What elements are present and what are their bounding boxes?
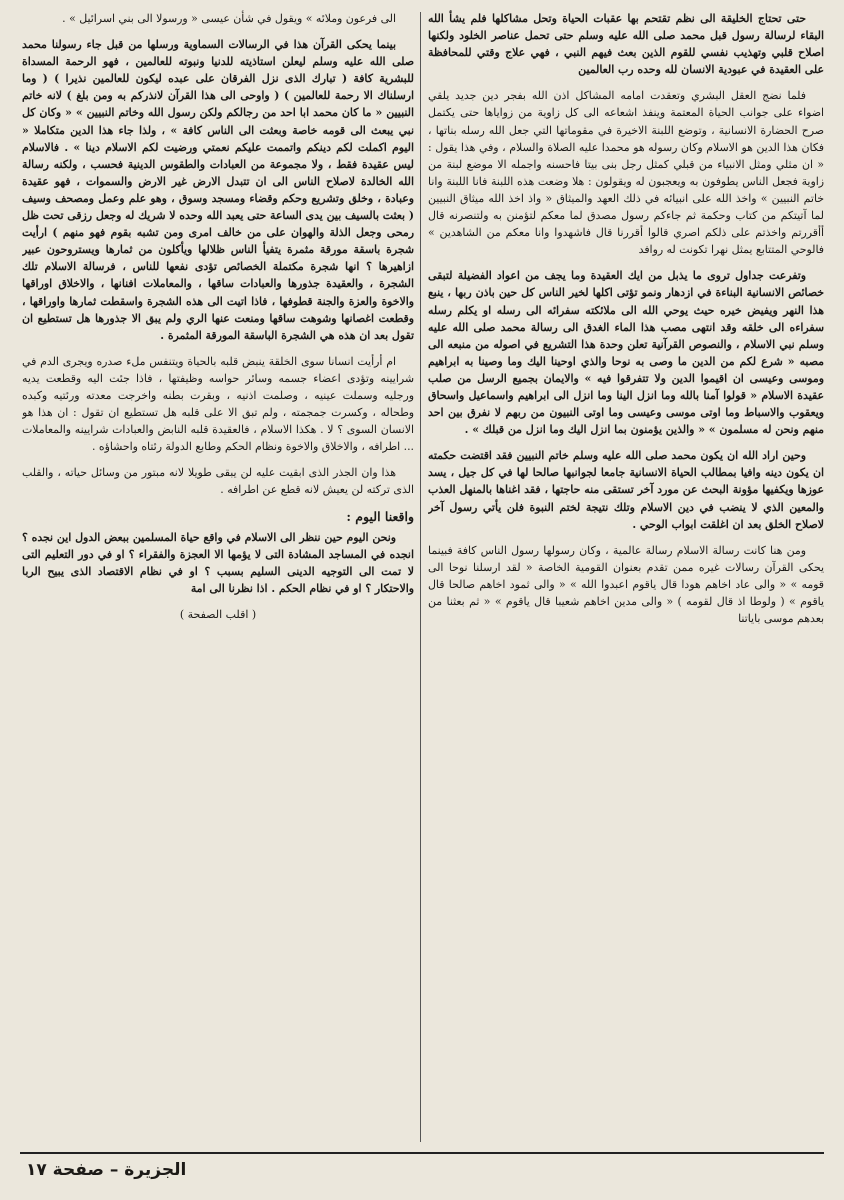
paragraph: هذا وان الجذر الذى ابقيت عليه لن يبقى طويلا لانه مبتور من وسائل حياته ، والقلب الذى تركته لن يعيش لانه قطع عن اطرافه .: [22, 466, 414, 497]
column-divider: [420, 12, 421, 1142]
page-footer: [20, 1152, 824, 1194]
paragraph: ونحن اليوم حين ننظر الى الاسلام في واقع حياة المسلمين ببعض الدول اين نجده ؟ انجده في المساجد المشادة التى لا يؤمها الا العجزة والفقراء ؟ او في دور التعليم التى لا تمت الى التوجيه الدينى السليم بسبب ؟ او في نظام الاقتصاد الذى يبيح الربا والاحتكار ؟ او في نظام الحكم . اذا نظرنا الى امة: [22, 530, 414, 595]
footer-page-label: الجزيرة – صفحة ١٧: [26, 1160, 187, 1180]
article-column-left: [22, 10, 414, 1142]
paragraph: حتى تحتاج الخليقة الى نظم تقتحم بها عقبات الحياة وتحل مشاكلها فلم يشأ الله البقاء لرسالة رسول قبل محمد صلى الله عليه وسلم حتى تحمل عناصر الخلود ولكنها اصلاح قلبي وتهذيب نفسي للقوم الذين بعث فيهم النبي ، فهي علاج وقتي للمحافظة على العقيدة في عبودية الانسان لله وحده رب العالمين: [428, 12, 824, 77]
paragraph: وتفرعت جداول تروى ما يذبل من ايك العقيدة وما يجف من اعواد الفضيلة لتبقى خصائص الانسانية البناءة في ازدهار ونمو تؤتى اكلها لخير الناس كل حين باذن ربها ، ينبع هذا النهر ويفيض خيره حيث يوحي الله الى ملائكته سفرائه الى رسله او يكلم رسله سفراءه الى خلقه وقد انتهى مصب هذا الماء الغدق الى رسالة محمد صلى الله عليه وسلم نبي الاسلام ، والنصوص القرآنية تعلن وحدة هذا التشريع في اصوله من منبعه الى مصبه « شرع لكم من الدين ما وصى به نوحا والذي اوحينا اليك وما وصينا به ابراهيم وموسى وعيسى ان اقيموا الدين ولا تتفرقوا فيه » والايمان بجميع الرسل من صلب عقيدة الاسلام « قولوا آمنا بالله وما انزل الينا وما انزل الى ابراهيم واسماعيل واسحاق ويعقوب والاسباط وما اوتى موسى وعيسى وما اوتى النبيون من ربهم لا نفرق بين احد منهم ونحن له مسلمون » « والذين يؤمنون بما انزل اليك وما انزل من قبلك » .: [428, 269, 824, 437]
paragraph: وحين اراد الله ان يكون محمد صلى الله عليه وسلم خاتم النبيين فقد اقتضت حكمته ان يكون دينه وافيا بمطالب الحياة الانسانية جامعا لجوانبها صالحا لها في كل جيل ، يسد عوزها ويكفيها مؤونة البحث عن مورد آخر تستقى منه حاجتها ، فقد اغناها بالمنهل العذب والمعين الذي لا ينضب في دين الاسلام وتلك نتيجة لختم النبوة فلن يأتي رسول آخر لاصلاح الخلق بعد ان اغلقت ابواب الوحي .: [428, 449, 824, 531]
turn-page-note: ( اقلب الصفحة ): [179, 608, 257, 621]
paragraph: ومن هنا كانت رسالة الاسلام رسالة عالمية ، وكان رسولها رسول الناس كافة فبينما يحكى القرآن رسالات غيره ممن تقدم بعنوان القومية الخاصة « لقد ارسلنا نوحا الى قومه » « والى عاد اخاهم هودا قال ياقوم اعبدوا الله » « والى ثمود اخاهم صالحا قال ياقوم » ( ولوطا اذ قال لقومه ) « والى مدين اخاهم شعيبا قال ياقوم » « ثم بعثنا من بعدهم موسى باياتنا: [428, 543, 824, 626]
paragraph: الى فرعون وملائه » ويقول في شأن عيسى « ورسولا الى بني اسرائيل » .: [62, 12, 396, 25]
paragraph: بينما يحكى القرآن هذا في الرسالات السماوية ورسلها من قبل جاء رسولنا محمد صلى الله عليه وسلم ليعلن استاذيته للدنيا ونبوته للعالمين ، فهو الرحمة المسداة للبشرية كافة ( تبارك الذى نزل الفرقان على عبده ليكون للعالمين نذيرا ) ( وما ارسلناك الا رحمة للعالمين ) ( واوحى الى هذا القرآن لانذركم به ومن بلغ ) لانه خاتم النبيين « ما كان محمد ابا احد من رجالكم ولكن رسول الله وخاتم النبيين » « وكان كل نبي يبعث الى قومه خاصة وبعثت الى الناس كافة » ، ولذا جاء هذا الدين متكاملا « اليوم اكملت لكم دينكم واتممت عليكم نعمتي ورضيت لكم الاسلام دينا » . فالاسلام ليس عقيدة فقط ، ولا مجموعة من العبادات والطقوس الدينية فحسب ، ولكنه رسالة الله الخالدة لاصلاح الناس الى ان تتبدل الارض غير الارض والسموات ، فهو عقيدة وعبادة ، وخلق وتشريع وحكم وقضاء ومسجد وسوق ، وهو علم وعمل ومصحف وسيف ( بعثت بالسيف بين يدى الساعة حتى يعبد الله وحده لا شريك له وجعل رزقى تحت ظل رمحى وجعل الذلة والهوان على من خالف امرى ومن تشبه بقوم فهو منهم ) ارأيت شجرة باسقة مورقة مثمرة يتفيأ الناس ظلالها ويأكلون من ثمارها ويستروحون عبير ازاهيرها ؟ انها شجرة مكتملة الخصائص تؤدى نفعها للناس ، فرسالة الاسلام تلك الشجرة ، والعقيدة جذورها والعبادات ساقها ، والمعاملات افنانها ، والاخلاق اوراقها والاخوة والعزة والجنة قطوفها ، فاذا اتيت الى هذه الشجرة واسقطت ثمارها واوراقها ، وقطعت اغصانها وشوهت ساقها ومنعت عنها الري ولم يبق الا جذورها هل تستطيع ان تقول بعد ان هذه هي الشجرة الباسقة المورقة المثمرة .: [22, 38, 414, 342]
section-heading: واقعنا اليوم :: [346, 508, 414, 524]
paragraph: ام أرأيت انسانا سوى الخلقة ينبض قلبه بالحياة ويتنفس ملء صدره ويجرى الدم في شرايينه وتؤدى اعضاء جسمه وسائر حواسه وظيفتها ، فاذا جئت اليه وقطعت يديه ورجليه وسملت عينيه ، وصلمت اذنيه ، وبقرت بطنه واخرجت معدته ورئتيه وكبده وطحاله ، وكسرت جمجمته ، ولم تبق الا على قلبه هل تستطيع ان تقول : ان هذا هو الانسان السوى ؟ لا . هكذا الاسلام ، فالعقيدة قلبه النابض والعبادات شرايينه والمعاملات ... اطرافه ، والاخلاق والاخوة ونظام الحكم وطابع الدولة رئتاه واحشاؤه .: [22, 354, 414, 454]
article-column-right: [428, 10, 824, 1142]
paragraph: فلما نضج العقل البشري وتعقدت امامه المشاكل اذن الله بفجر دين جديد يلقي اضواء على جوانب الحياة المعتمة وينفذ اشعاعه الى كل زاوية من زواياها حتى يكتمل صرح الحضارة الانسانية ، وتوضع اللبنة الاخيرة في مقوماتها التي جعل الله رسله بناتها ، فكان هذا الدين هو الاسلام وكان رسوله هو محمدا عليه الصلاة والسلام ، وفي هذا يقول : « ان مثلي ومثل الانبياء من قبلي كمثل رجل بنى بيتا فاحسنه واجمله الا موضع لبنة من زاوية فجعل الناس يطوفون به ويعجبون له ويقولون : هلا وضعت هذه اللبنة فانا اللبنة وانا خاتم النبيين » واخذ الله على انبيائه في ذلك العهد والميثاق « واذ اخذ الله ميثاق النبيين لما آتيتكم من كتاب وحكمة ثم جاءكم رسول مصدق لما معكم لتؤمنن به ولتنصرنه قال أأقررتم واخذتم على ذلكم اصري قالوا أقررنا قال فاشهدوا وانا معكم من الشاهدين » فالوحي المتتابع يمثل نهرا تكونت له روافد: [428, 89, 824, 257]
